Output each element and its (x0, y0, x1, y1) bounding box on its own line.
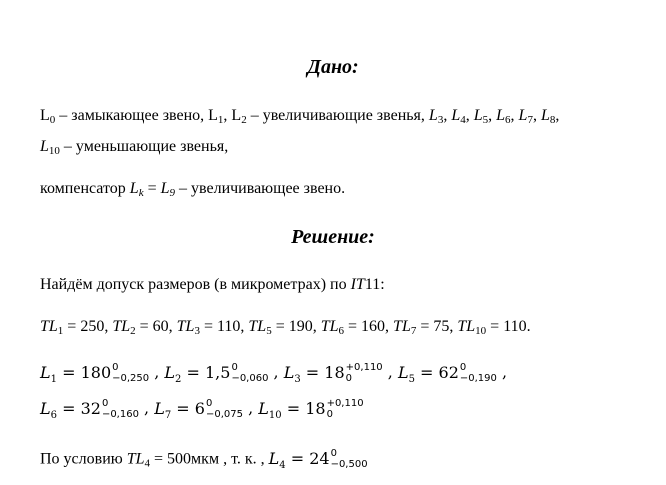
dimension-index: 3 (294, 373, 301, 385)
tolerance-index: 1 (57, 325, 64, 337)
tolerance-index: 2 (130, 325, 136, 337)
condition-line: По условию $TL_4 = 500мкм$ , т. к. , $L_4 = 24$ 0 −0,500 (40, 448, 368, 471)
link-index: 6 (505, 114, 511, 126)
decreasing-links-list (429, 107, 559, 124)
separator: , (488, 107, 497, 124)
tolerance-values-line (40, 318, 531, 336)
dimension-index: 2 (175, 373, 182, 385)
tolerance-limits (206, 398, 243, 420)
tolerance-index: 3 (194, 325, 200, 337)
dimension-with-tolerance (283, 362, 383, 385)
tolerance-value: = 75, (416, 318, 458, 335)
tolerance-value: = 190, (271, 318, 321, 335)
lower-deviation: −0,250 (112, 373, 150, 384)
tolerance-limits (331, 448, 368, 470)
dimension-index: 10 (268, 409, 282, 421)
nominal-size: 180 (80, 362, 112, 382)
dimension-with-tolerance (397, 362, 497, 385)
dimension-with-tolerance (268, 448, 368, 471)
tolerance-index: 6 (338, 325, 345, 337)
dimensions-row-2 (40, 398, 364, 420)
tolerance-value: = 160, (344, 318, 394, 335)
dimension-symbol: L (40, 398, 51, 418)
dimensions-row-1 (40, 362, 507, 384)
equals-sign: = (414, 362, 439, 382)
link-index: 4 (460, 114, 466, 126)
dimension-symbol: L (258, 398, 269, 418)
nominal-size: 18 (305, 398, 326, 418)
dimension-with-tolerance (40, 398, 139, 421)
tolerance-symbol: TL (40, 318, 58, 335)
lower-deviation: −0,160 (101, 409, 139, 420)
tolerance-index: 7 (410, 325, 417, 337)
upper-deviation: 0 (112, 362, 119, 373)
upper-deviation: 0 (330, 448, 337, 459)
tolerance-value: = 60, (135, 318, 177, 335)
nominal-size: 1,5 (204, 362, 231, 382)
dimension-with-tolerance (40, 362, 150, 385)
tolerance-symbol: TL (393, 318, 411, 335)
dimension-index: 1 (50, 373, 57, 385)
link-symbol: L (451, 107, 461, 124)
dimension-symbol: L (40, 362, 51, 382)
solution-find-line: Найдём допуск размеров (в микрометрах) по IT11: (40, 276, 385, 293)
given-line-2: $L_{10}$ – уменьшающие звенья, (40, 138, 229, 157)
upper-deviation: +0,110 (326, 398, 364, 409)
equals-sign: = (171, 398, 195, 418)
equals-sign: = (57, 362, 81, 382)
separator: , (555, 107, 560, 124)
equals-sign: = (285, 448, 310, 468)
dimension-index: 4 (279, 459, 286, 471)
dimension-index: 7 (164, 409, 172, 421)
equals-sign: = (300, 362, 325, 382)
separator: , (532, 107, 541, 124)
lower-deviation: 0 (326, 409, 333, 420)
nominal-size: 24 (309, 448, 330, 468)
nominal-size: 62 (438, 362, 459, 382)
tolerance-limits (231, 362, 268, 384)
dimension-with-tolerance (164, 362, 269, 385)
tolerance-value: = 110. (486, 318, 531, 335)
upper-deviation: 0 (231, 362, 238, 373)
link-symbol: L (428, 107, 438, 124)
link-index: 3 (437, 114, 444, 126)
tolerance-symbol: TL (457, 318, 476, 335)
tolerance-value: = 250, (63, 318, 113, 335)
tolerance-symbol: TL (176, 318, 195, 335)
tolerance-limits (327, 398, 364, 420)
link-symbol: L (473, 107, 483, 124)
upper-deviation: 0 (101, 398, 109, 409)
dimension-symbol: L (154, 398, 165, 418)
nominal-size: 32 (80, 398, 101, 418)
dimension-symbol: L (283, 362, 295, 382)
separator: , (443, 107, 452, 124)
separator: , (382, 362, 398, 382)
lower-deviation: −0,060 (231, 373, 269, 384)
link-symbol: L (496, 107, 506, 124)
given-line-compensator: компенсатор $L_k = L_9$ – увеличивающее звено. (40, 180, 346, 199)
link-index: 5 (482, 114, 489, 126)
link-index: 7 (527, 114, 533, 126)
dimension-index: 6 (50, 409, 57, 421)
dimension-symbol: L (268, 448, 280, 468)
separator: , (510, 107, 519, 124)
tolerance-limits (346, 362, 383, 384)
lower-deviation: −0,190 (459, 373, 497, 384)
tolerance-symbol: TL (112, 318, 131, 335)
nominal-size: 6 (194, 398, 205, 418)
tolerance-limits (112, 362, 149, 384)
lower-deviation: 0 (345, 373, 353, 384)
dimension-index: 5 (408, 373, 415, 385)
separator: , (496, 362, 508, 382)
heading-solution: Решение: (291, 226, 375, 248)
separator: , (268, 362, 284, 382)
equals-sign: = (181, 362, 205, 382)
upper-deviation: 0 (459, 362, 467, 373)
tolerance-limits (102, 398, 139, 420)
equals-sign: = (281, 398, 306, 418)
separator: , (465, 107, 474, 124)
heading-given: Дано: (307, 56, 359, 78)
equals-sign: = (57, 398, 81, 418)
tolerance-value: = 110, (199, 318, 249, 335)
tolerance-index: 10 (475, 325, 487, 337)
dimension-with-tolerance (154, 398, 243, 421)
link-symbol: L (518, 107, 528, 124)
dimension-symbol: L (397, 362, 409, 382)
lower-deviation: −0,500 (330, 459, 368, 470)
condition-dimension (268, 448, 368, 471)
link-index: 8 (549, 114, 556, 126)
tolerance-limits (460, 362, 497, 384)
lower-deviation: −0,075 (205, 409, 243, 420)
separator: , (149, 362, 165, 382)
nominal-size: 18 (324, 362, 345, 382)
tolerance-symbol: TL (320, 318, 339, 335)
tolerance-index: 5 (266, 325, 272, 337)
dimension-symbol: L (164, 362, 176, 382)
upper-deviation: 0 (205, 398, 213, 409)
link-symbol: L (540, 107, 550, 124)
dimension-with-tolerance (258, 398, 364, 421)
upper-deviation: +0,110 (345, 362, 383, 373)
tolerance-symbol: TL (248, 318, 267, 335)
separator: , (138, 398, 155, 418)
separator: , (243, 398, 259, 418)
given-line-1: $L_0$ – замыкающее звено, $L_1$, $L_2$ – увеличивающие звенья, $L_3$, $L_4$, $L_5$, $L_6$, $L_7$, $L_8$, (40, 107, 560, 126)
